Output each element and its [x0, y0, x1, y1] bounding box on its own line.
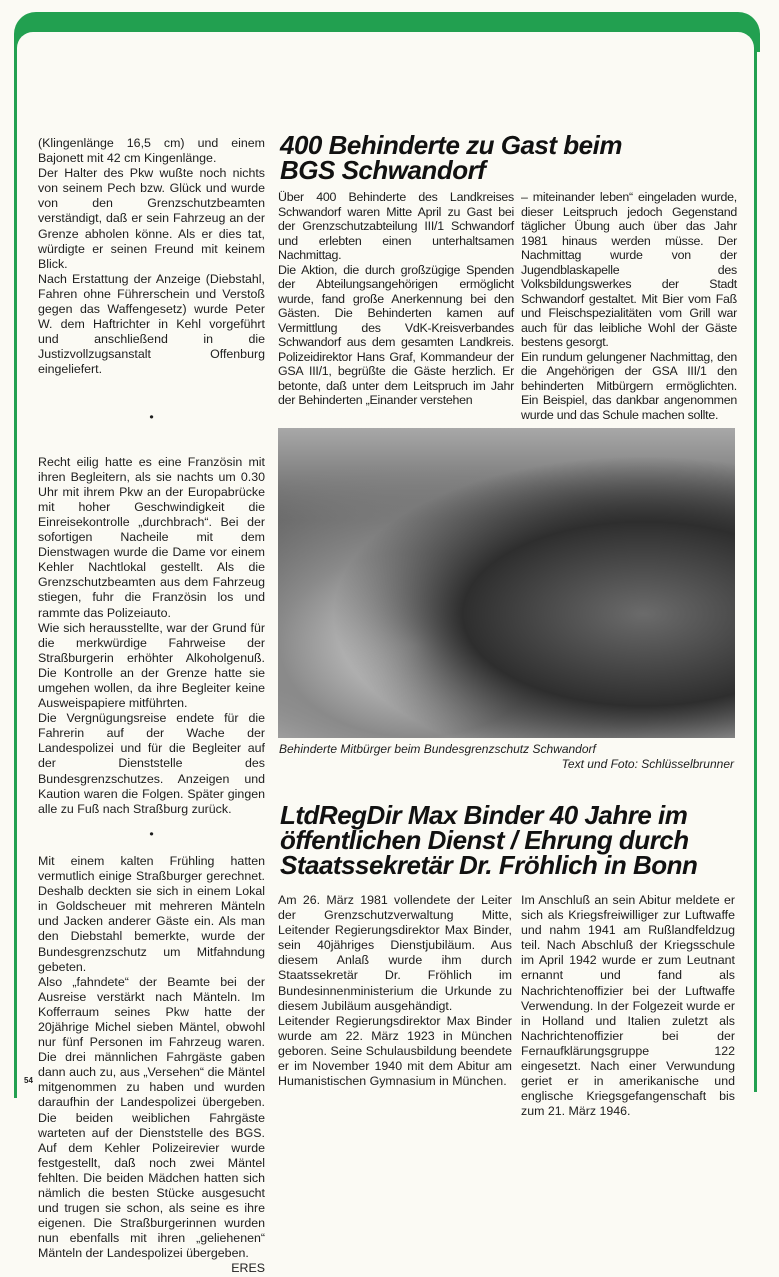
paragraph: Leitender Regierungsdirektor Max Binder wurde am 22. März 1923 in München geboren. Seine Schulausbildung beendete er im November 1940 mit dem Abitur am Humanistischen Gymnasium in München.	[278, 1013, 512, 1089]
paragraph: – miteinander leben“ eingeladen wurde, dieser Leitspruch jedoch Gegenstand täglicher Übung auch über das Jahr 1981 hinaus werden müsse. Der Nachmittag wurde von der Jugendblaskapelle des Volksbildungswerkes der Stadt Schwandorf gestaltet. Mit Bier vom Faß und Fleischspezialitäten vom Grill war auch für das leibliche Wohl der Gäste bestens gesorgt.	[521, 190, 737, 349]
page-number: 54	[24, 1076, 33, 1085]
paragraph: Also „fahndete“ der Beamte bei der Ausreise verstärkt nach Mänteln. Im Kofferraum seines Pkw hatte der 20jährige Michel sieben Mäntel, obwohl nur fünf Personen im Fahrzeug waren. Die drei männlichen Fahrgäste gaben dann auch zu, aus „Versehen“ die Mäntel mitgenommen zu haben und wurden daraufhin der Landespolizei übergeben. Die beiden weiblichen Fahrgäste warteten auf der Dienststelle des BGS. Auf dem Kehler Polizeirevier wurde festgestellt, daß noch zwei Mäntel fehlten. Die beiden Mädchen hatten sich nämlich die besten Stücke ausgesucht und trugen sie schon, als seine es ihre eigenen. Die Straßburgerinnen wurden nun ebenfalls mit ihren „geliehenen“ Mänteln der Landespolizei übergeben. ERES	[38, 974, 265, 1276]
paragraph: Am 26. März 1981 vollendete der Leiter der Grenzschutzverwaltung Mitte, Leitender Regierungsdirektor Max Binder, sein 40jähriges Dienstjubiläum. Aus diesem Anlaß wurde ihm durch Staatssekretär Dr. Fröhlich im Bundesinnenministerium die Urkunde zu diesem Jubiläum ausgehändigt.	[278, 893, 512, 1013]
title-line: Staatssekretär Dr. Fröhlich in Bonn	[280, 850, 698, 880]
title-line: LtdRegDir Max Binder 40 Jahre im	[280, 800, 688, 830]
paragraph: (Klingenlänge 16,5 cm) und einem Bajonett mit 42 cm Kingenlänge.	[38, 136, 265, 166]
article1-col1	[278, 190, 514, 408]
separator: •	[149, 409, 154, 424]
event-photo	[278, 428, 735, 738]
title-line: BGS Schwandorf	[280, 155, 486, 185]
article2-col1	[278, 893, 512, 1089]
paragraph: Ein rundum gelungener Nachmittag, den die Angehörigen der GSA III/1 den behinderten Mitbürgern ermöglichten. Ein Beispiel, das dankbar angenommen wurde und das Schule machen sollte.	[521, 349, 737, 422]
title-line: 400 Behinderte zu Gast beim	[280, 130, 622, 160]
article2-title	[280, 800, 698, 880]
photo-credit: Text und Foto: Schlüsselbrunner	[561, 757, 734, 771]
green-frame-right	[754, 40, 757, 1092]
paragraph: Die Aktion, die durch großzügige Spenden der Abteilungsangehörigen ermöglicht wurde, fand große Anerkennung bei den Gästen. Die Behinderten kamen auf Vermittlung des VdK-Kreisverbandes Schwandorf aus dem gesamten Landkreis. Polizeidirektor Hans Graf, Kommandeur der GSA III/1, begrüßte die Gäste herzlich. Er betonte, daß unter dem Leitspruch im Jahr der Behinderten „Einander verstehen	[278, 262, 514, 407]
separator: •	[149, 826, 154, 841]
paragraph: Recht eilig hatte es eine Französin mit ihren Begleitern, als sie nachts um 0.30 Uhr mit ihrem Pkw an der Europabrücke mit hoher Geschwindigkeit die Einreisekontrolle „durchbrach“. Bei der sofortigen Nacheile mit dem Dienstwagen wurde die Dame vor einem Kehler Nachtlokal gestellt. Als die Grenzschutzbeamten aus dem Fahrzeug stiegen, fuhr die Französin los und rammte das Polizeiauto.	[38, 454, 265, 620]
paragraph: Wie sich herausstellte, war der Grund für die merkwürdige Fahrweise der Straßburgerin erhöhter Alkoholgenuß. Die Kontrolle an der Grenze hatte sie umgehen wollen, da ihre Begleiter keine Ausweispapiere mitführten.	[38, 620, 265, 711]
green-frame-left	[14, 40, 17, 1098]
article1-col2	[521, 190, 737, 422]
paragraph: Nach Erstattung der Anzeige (Diebstahl, Fahren ohne Führerschein und Verstoß gegen das Waffengesetz) wurde Peter W. dem Haftrichter in Kehl vorgeführt und anschließend in die Justizvollzugsanstalt Offenburg eingeliefert.	[38, 271, 265, 377]
paragraph: Im Anschluß an sein Abitur meldete er sich als Kriegsfreiwilliger zur Luftwaffe und nahm 1941 am Rußlandfeldzug teil. Nach Abschluß der Kriegsschule im April 1942 wurde er zum Leutnant ernannt und fand als Nachrichtenoffizier bei der Luftwaffe Verwendung. In der Folgezeit wurde er in Holland und Italien zuletzt als Nachrichtenoffizier bei der Fernaufklärungsgruppe 122 eingesetzt. Nach einer Verwundung geriet er in amerikanische und englische Kriegsgefangenschaft bis zum 21. März 1946.	[521, 893, 735, 1119]
paragraph: Über 400 Behinderte des Landkreises Schwandorf waren Mitte April zu Gast bei der Grenzschutzabteilung III/1 Schwandorf und erlebten einen unterhaltsamen Nachmittag.	[278, 190, 514, 262]
photo-caption: Behinderte Mitbürger beim Bundesgrenzschutz Schwandorf	[279, 742, 596, 756]
paragraph: Der Halter des Pkw wußte noch nichts von seinem Pech bzw. Glück und wurde von den Grenzschutzbeamten verständigt, daß er sein Fahrzeug an der Grenze abholen könne. Als er dies tat, würdigte er seinen Freund mit keinem Blick.	[38, 166, 265, 271]
paragraph: Die Vergnügungsreise endete für die Fahrerin auf der Wache der Landespolizei und für die Begleiter auf der Dienststelle des Bundesgrenzschutzes. Anzeigen und Kaution waren die Folgen. Später gingen alle zu Fuß nach Straßburg zurück.	[38, 711, 265, 816]
author: ERES	[231, 1261, 265, 1276]
paragraph: Mit einem kalten Frühling hatten vermutlich einige Straßburger gerechnet. Deshalb deckten sie sich in einem Lokal in Goldscheuer mit mehreren Mänteln und Jacken anderer Gäste ein. Als man den Diebstahl bemerkte, wurde der Bundesgrenzschutz um Mitfahndung gebeten.	[38, 853, 265, 974]
left-column	[38, 136, 265, 1277]
article1-title	[280, 130, 622, 185]
article2-col2	[521, 893, 735, 1119]
title-line: öffentlichen Dienst / Ehrung durch	[280, 825, 689, 855]
